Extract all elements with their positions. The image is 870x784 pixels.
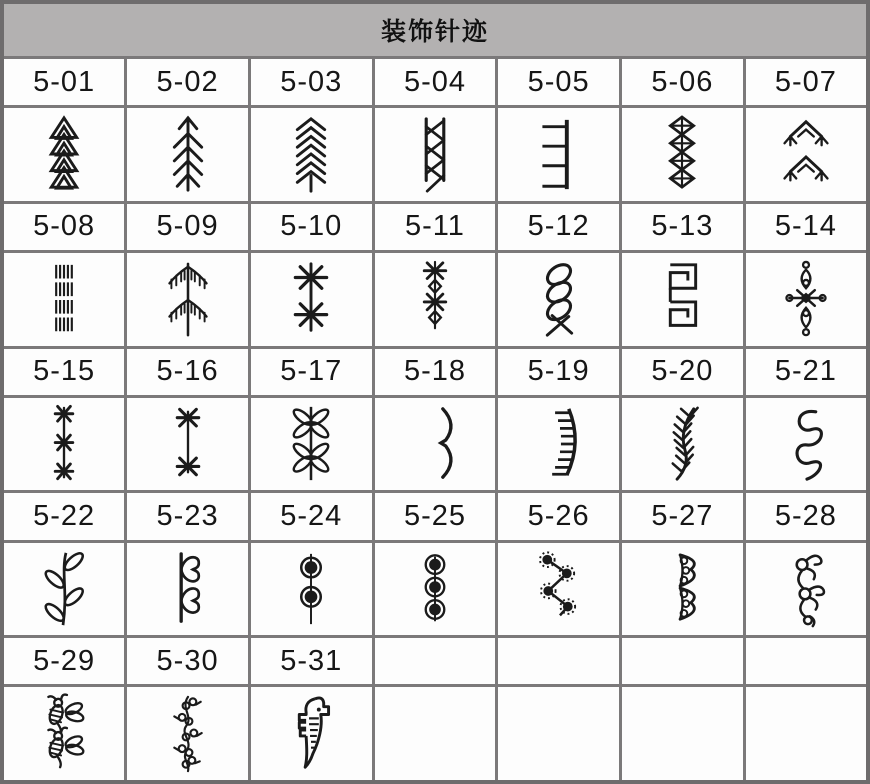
hatch-blocks-icon <box>33 258 95 340</box>
comb-crescent-icon <box>528 403 590 485</box>
stitch-pattern-cell <box>621 396 745 491</box>
empty-cell <box>621 637 745 686</box>
stitch-label-cell <box>249 58 373 107</box>
star-and-diamond-icon <box>404 258 466 340</box>
floral-scroll-icon <box>157 693 219 775</box>
stitch-number: 5-12 <box>527 210 590 243</box>
empty-cell <box>497 637 621 686</box>
stitch-number: 5-18 <box>403 355 466 388</box>
empty-cell <box>744 686 868 782</box>
stitch-label-cell <box>249 202 373 251</box>
empty-cell <box>621 686 745 782</box>
stitch-label-cell <box>126 58 250 107</box>
stitch-pattern-cell <box>2 107 126 202</box>
stitch-number: 5-09 <box>156 210 219 243</box>
stitch-number: 5-22 <box>33 500 96 532</box>
arrow-herringbone-icon <box>280 114 342 196</box>
stitch-pattern-cell <box>2 541 126 636</box>
stitch-number: 5-19 <box>527 355 590 388</box>
empty-cell <box>373 637 497 686</box>
stitch-number: 5-24 <box>280 500 343 532</box>
stitch-label-cell <box>621 202 745 251</box>
stitch-number: 5-08 <box>33 210 96 243</box>
stitch-number: 5-30 <box>156 644 219 677</box>
labels-row <box>2 492 868 541</box>
stitch-pattern-cell <box>744 541 868 636</box>
stitch-label-cell <box>2 637 126 686</box>
diamond-chain-icon <box>651 114 713 196</box>
stitch-pattern-cell <box>497 252 621 347</box>
leaf-vine-icon <box>33 548 95 630</box>
stitch-label-cell <box>2 202 126 251</box>
stitch-number: 5-10 <box>280 210 343 243</box>
stitch-pattern-cell <box>249 252 373 347</box>
wave-bracket-icon <box>404 403 466 485</box>
stitch-pattern-cell <box>621 252 745 347</box>
stitch-number: 5-20 <box>651 355 714 388</box>
stitch-pattern-cell <box>373 252 497 347</box>
scroll-chain-icon <box>775 548 837 630</box>
triple-star-icon <box>33 403 95 485</box>
stitch-label-cell <box>2 58 126 107</box>
stitch-number: 5-17 <box>280 355 343 388</box>
stitch-number: 5-15 <box>33 355 96 388</box>
stitch-pattern-cell <box>744 252 868 347</box>
stitch-label-cell <box>126 347 250 396</box>
stitch-label-cell <box>744 202 868 251</box>
stitch-label-cell <box>621 347 745 396</box>
stitch-number: 5-28 <box>774 500 837 532</box>
empty-cell <box>373 686 497 782</box>
stitch-label-cell <box>126 492 250 541</box>
stitch-label-cell <box>497 492 621 541</box>
stitch-pattern-cell <box>126 541 250 636</box>
stitch-label-cell <box>249 347 373 396</box>
floral-ornament-icon <box>775 258 837 340</box>
empty-cell <box>744 637 868 686</box>
stitch-label-cell <box>497 202 621 251</box>
stitch-label-cell <box>497 58 621 107</box>
stitch-pattern-cell <box>621 541 745 636</box>
stitch-number: 5-16 <box>156 355 219 388</box>
stitch-pattern-cell <box>126 686 250 782</box>
stitch-label-cell <box>373 492 497 541</box>
stitch-label-cell <box>2 347 126 396</box>
labels-row <box>2 637 868 686</box>
two-dots-icon <box>280 548 342 630</box>
pompom-zigzag-icon <box>528 548 590 630</box>
stitch-number: 5-11 <box>405 210 465 243</box>
stitch-pattern-cell <box>621 107 745 202</box>
labels-row <box>2 347 868 396</box>
stitch-pattern-cell <box>2 252 126 347</box>
stitch-number: 5-31 <box>280 644 343 677</box>
loop-scroll-icon <box>775 403 837 485</box>
stitch-label-cell <box>2 492 126 541</box>
three-dots-icon <box>404 548 466 630</box>
labels-row <box>2 202 868 251</box>
stitch-label-cell <box>373 58 497 107</box>
stitches-row <box>2 686 868 782</box>
table-header-row <box>2 2 868 58</box>
stitches-row <box>2 107 868 202</box>
stitch-pattern-cell <box>126 396 250 491</box>
fringed-tree-icon <box>157 258 219 340</box>
stitch-pattern-cell <box>744 107 868 202</box>
stitch-number: 5-03 <box>280 65 343 98</box>
shell-scallop-icon <box>651 548 713 630</box>
stitch-label-cell <box>744 492 868 541</box>
stitch-pattern-cell <box>126 252 250 347</box>
stitch-number: 5-06 <box>651 65 714 98</box>
stitch-label-cell <box>744 58 868 107</box>
stitch-pattern-cell <box>249 686 373 782</box>
bee-motif-icon <box>33 693 95 775</box>
stitch-label-cell <box>744 347 868 396</box>
stitch-label-cell <box>249 637 373 686</box>
stacked-triangles-icon <box>33 114 95 196</box>
page-title: 装饰针迹 <box>2 2 868 58</box>
heart-border-icon <box>157 548 219 630</box>
stitch-pattern-cell <box>373 107 497 202</box>
stitch-number: 5-04 <box>403 65 466 98</box>
pine-branch-icon <box>775 114 837 196</box>
stitch-number: 5-14 <box>774 210 837 243</box>
paisley-claw-icon <box>280 693 342 775</box>
stitches-row <box>2 396 868 491</box>
stitch-number: 5-13 <box>651 210 714 243</box>
stitch-label-cell <box>497 347 621 396</box>
empty-cell <box>497 686 621 782</box>
stitch-label-cell <box>621 492 745 541</box>
stitch-pattern-cell <box>497 396 621 491</box>
stitch-pattern-cell <box>373 396 497 491</box>
stitch-pattern-cell <box>249 396 373 491</box>
fern-curve-icon <box>651 403 713 485</box>
stitch-pattern-cell <box>126 107 250 202</box>
stitch-label-cell <box>126 202 250 251</box>
blanket-stitch-icon <box>528 114 590 196</box>
stitch-label-cell <box>621 58 745 107</box>
stitches-row <box>2 541 868 636</box>
stitch-pattern-cell <box>249 541 373 636</box>
stitch-pattern-cell <box>497 541 621 636</box>
double-star-icon <box>280 258 342 340</box>
fir-branch-icon <box>157 114 219 196</box>
stitch-number: 5-27 <box>651 500 714 532</box>
stitch-pattern-cell <box>2 686 126 782</box>
stitch-label-cell <box>373 202 497 251</box>
stitch-number: 5-01 <box>33 65 96 98</box>
stitch-number: 5-07 <box>774 65 837 98</box>
stitch-number: 5-26 <box>527 500 590 532</box>
stitch-pattern-cell <box>2 396 126 491</box>
stitch-label-cell <box>126 637 250 686</box>
stitch-label-cell <box>249 492 373 541</box>
stitch-number: 5-02 <box>156 65 219 98</box>
stitch-pattern-cell <box>373 541 497 636</box>
stitch-pattern-cell <box>249 107 373 202</box>
stitch-number: 5-21 <box>774 355 837 388</box>
stitch-pattern-cell <box>744 396 868 491</box>
stitch-number: 5-25 <box>403 500 466 532</box>
petal-flowers-icon <box>280 403 342 485</box>
stitches-row <box>2 252 868 347</box>
stitch-number: 5-29 <box>33 644 96 677</box>
greek-key-icon <box>651 258 713 340</box>
labels-row <box>2 58 868 107</box>
braid-ladder-icon <box>404 114 466 196</box>
stitch-number: 5-23 <box>156 500 219 532</box>
rope-twist-icon <box>528 258 590 340</box>
stitch-number: 5-05 <box>527 65 590 98</box>
stitch-pattern-cell <box>497 107 621 202</box>
star-ends-bar-icon <box>157 403 219 485</box>
stitch-label-cell <box>373 347 497 396</box>
